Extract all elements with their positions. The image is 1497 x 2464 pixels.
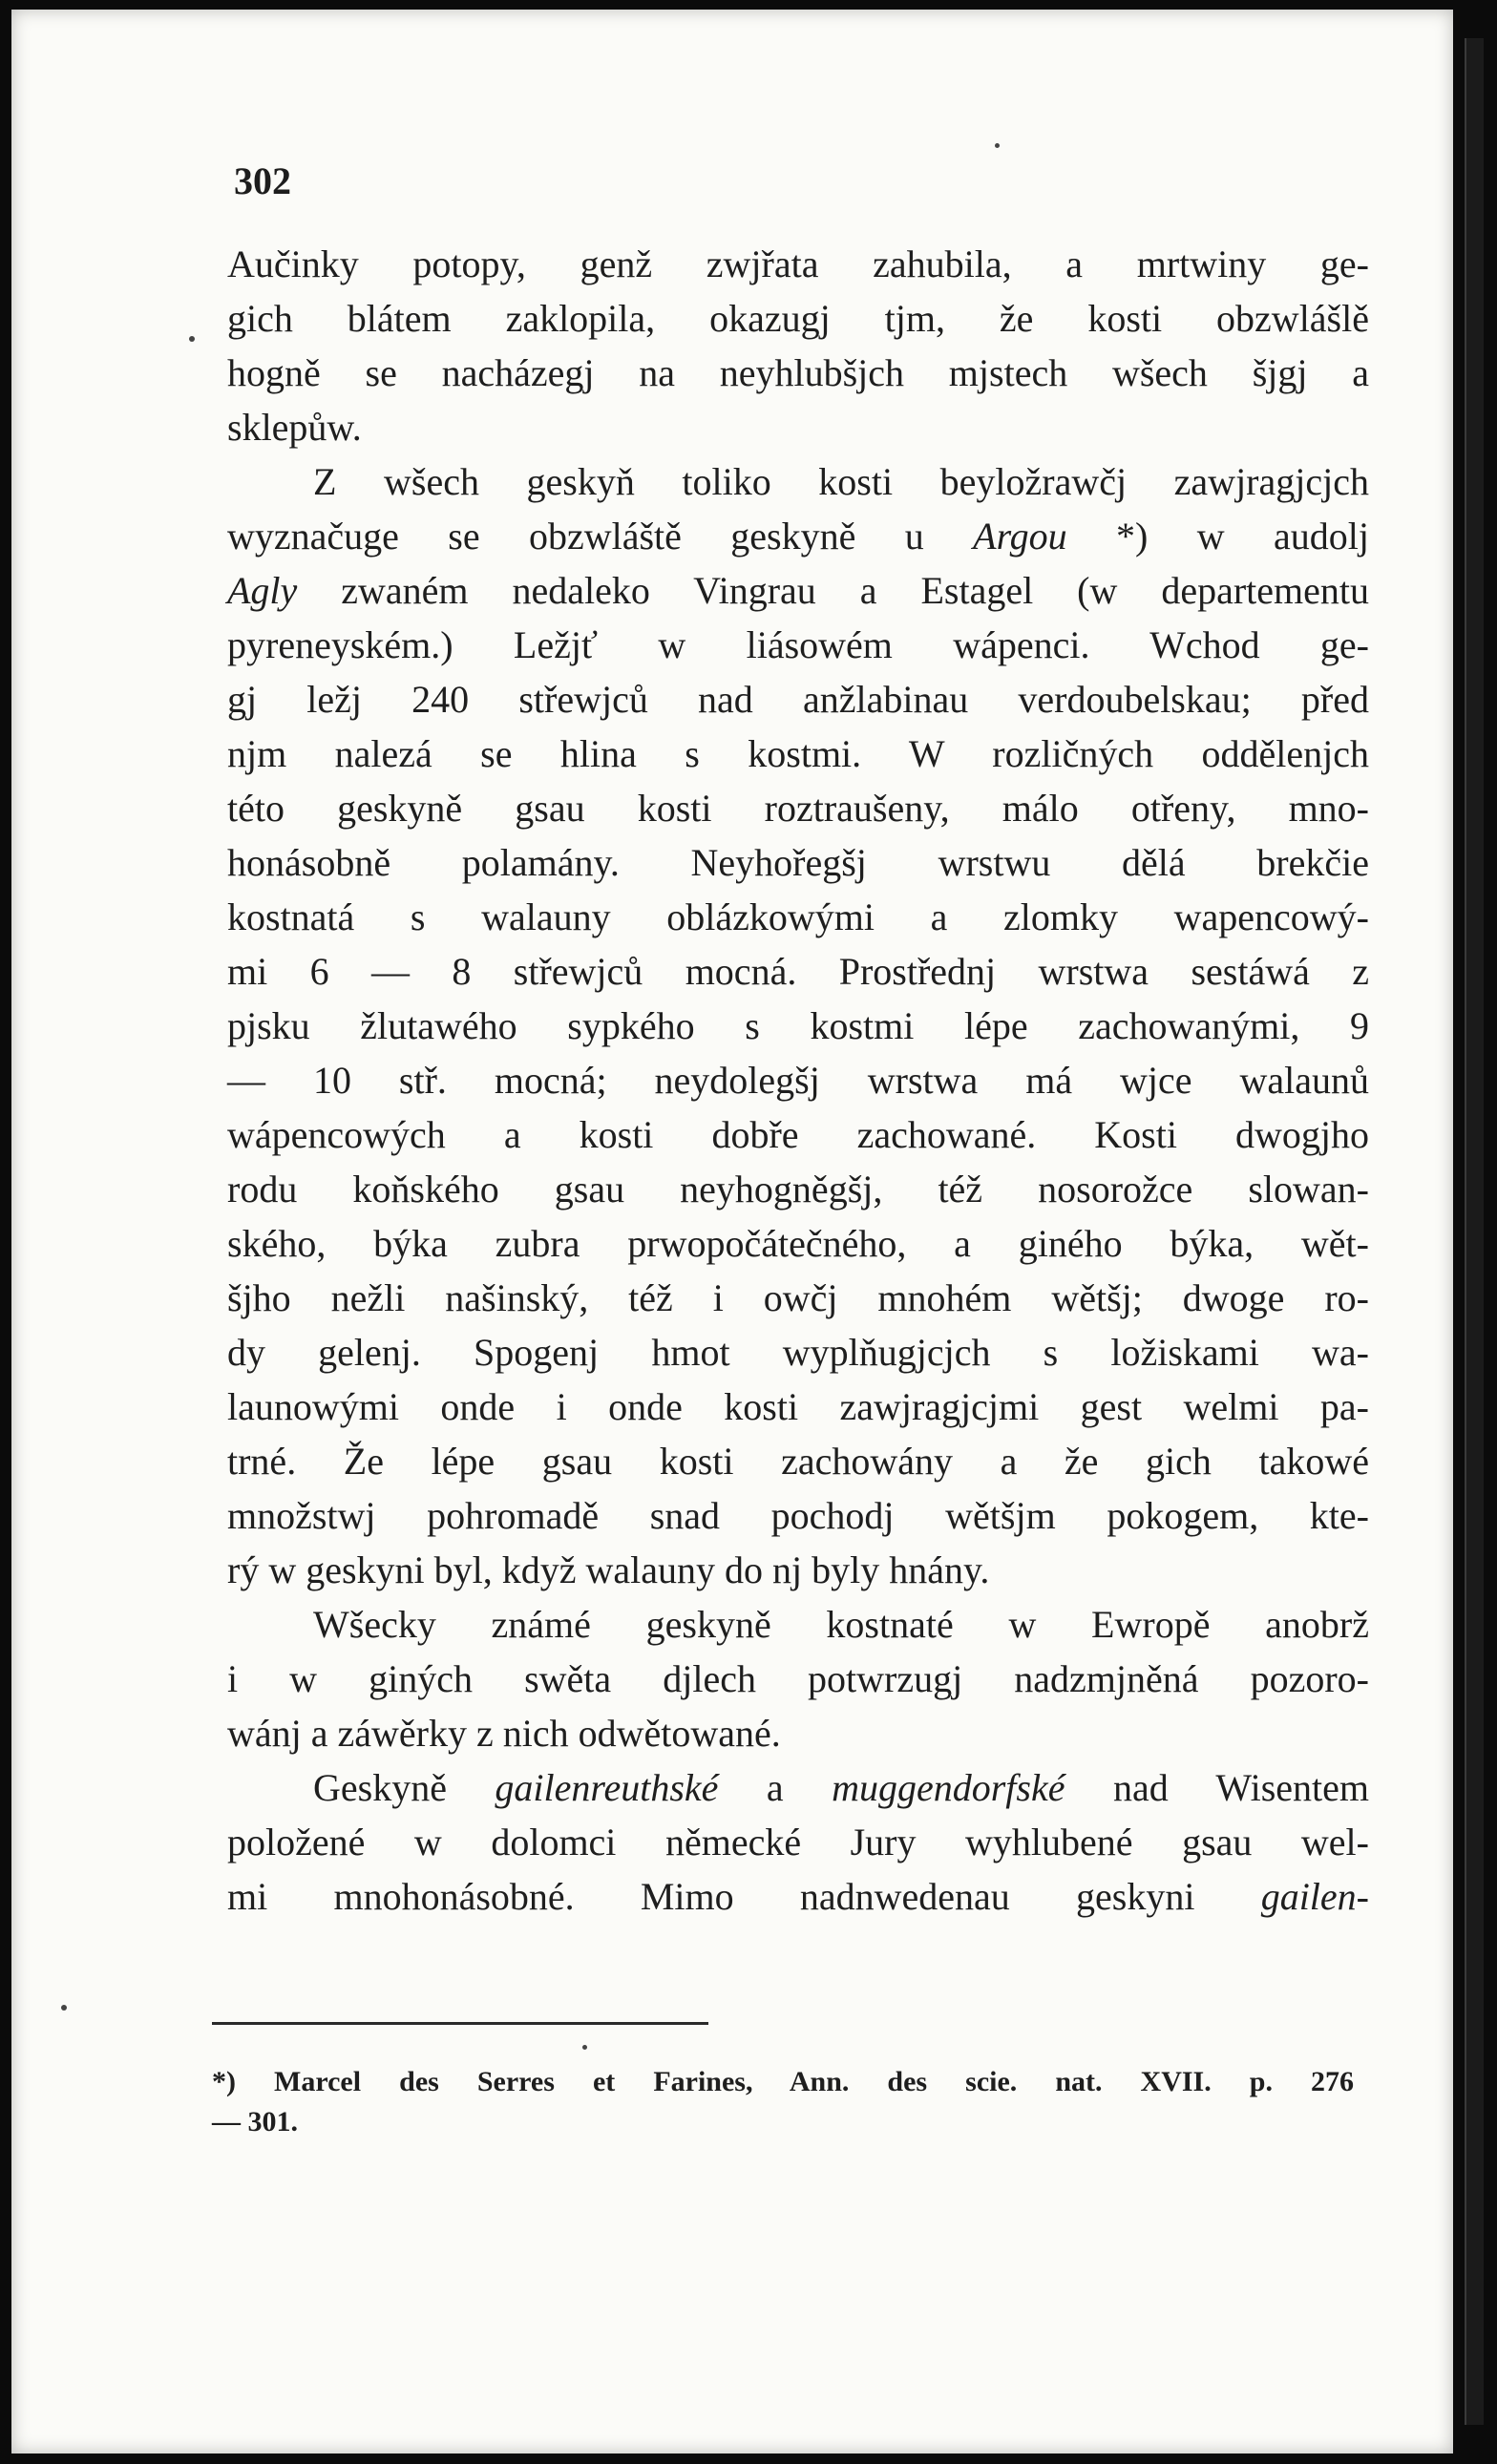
text-run: wánj a záwěrky z nich odwětowané.: [227, 1712, 781, 1755]
scan-speck: [61, 2005, 67, 2011]
text-run: rodu koňského gsau neyhogněgšj, též nosorožce slowan-: [227, 1168, 1369, 1211]
text-line: [227, 835, 1369, 890]
text-run: trné. Že lépe gsau kosti zachowány a že gich takowé: [227, 1440, 1369, 1483]
text-run: Geskyně: [313, 1766, 495, 1809]
text-line: [227, 1162, 1369, 1216]
scan-edge: [1465, 38, 1484, 2425]
text-line: [227, 672, 1369, 727]
text-run: sklepůw.: [227, 406, 362, 449]
footnote: [212, 2062, 1354, 2142]
text-line: [227, 781, 1369, 835]
text-run: položené w dolomci německé Jury wyhlubené gsau wel-: [227, 1821, 1369, 1864]
text-run: honásobně polamány. Neyhořegšj wrstwu dělá brekčie: [227, 841, 1369, 884]
text-line: [227, 944, 1369, 999]
text-run: gj ležj 240 střewjců nad anžlabinau verdoubelskau; před: [227, 678, 1369, 721]
text-line: [227, 1543, 1369, 1597]
text-line: [227, 400, 1369, 454]
text-run: *) w audolj: [1066, 515, 1370, 558]
text-line: [227, 618, 1369, 672]
text-run: šjho nežli našinský, též i owčj mnohém wětšj; dwoge ro-: [227, 1276, 1369, 1319]
text-line: [227, 1597, 1369, 1652]
text-line: [227, 1434, 1369, 1488]
text-line: [227, 1379, 1369, 1434]
text-line: [227, 454, 1369, 509]
text-line: [227, 1325, 1369, 1379]
text-line: [227, 509, 1369, 563]
text-line: [227, 1107, 1369, 1162]
text-run: nad Wisentem: [1065, 1766, 1369, 1809]
text-line: [227, 1216, 1369, 1271]
text-run: gich blátem zaklopila, okazugj tjm, že kosti obzwlášlě: [227, 297, 1369, 340]
italic-text: Agly: [227, 569, 298, 612]
text-line: [227, 1652, 1369, 1706]
text-run: Wšecky známé geskyně kostnaté w Ewropě anobrž: [313, 1603, 1369, 1646]
text-run: pjsku žlutawého sypkého s kostmi lépe zachowanými, 9: [227, 1004, 1369, 1047]
text-line: [227, 1053, 1369, 1107]
text-line: [227, 563, 1369, 618]
text-run: pyreneyském.) Ležjť w liásowém wápenci. Wchod ge-: [227, 623, 1369, 666]
text-run: množstwj pohromadě snad pochodj wětšjm pokogem, kte-: [227, 1494, 1369, 1537]
scan-speck: [995, 143, 1000, 148]
text-run: launowými onde i onde kosti zawjragjcjmi gest welmi pa-: [227, 1385, 1369, 1428]
footnote-line: *) Marcel des Serres et Farines, Ann. des scie. nat. XVII. p. 276: [212, 2066, 1354, 2097]
text-line: [227, 1869, 1369, 1924]
italic-text: gailen-: [1260, 1875, 1369, 1918]
text-run: hogně se nacházegj na neyhlubšjch mjstech wšech šjgj a: [227, 351, 1369, 394]
italic-text: gailenreuthské: [495, 1766, 719, 1809]
text-run: wápencowých a kosti dobře zachowané. Kosti dwogjho: [227, 1113, 1369, 1156]
italic-text: Argou: [973, 515, 1067, 558]
text-run: mi mnohonásobné. Mimo nadnwedenau geskyni: [227, 1875, 1261, 1918]
text-run: kostnatá s walauny oblázkowými a zlomky wapencowý-: [227, 895, 1369, 938]
text-line: [227, 727, 1369, 781]
text-run: a: [718, 1766, 833, 1809]
text-run: rý w geskyni byl, když walauny do nj byly hnány.: [227, 1548, 990, 1591]
text-line: [227, 237, 1369, 291]
page-number: 302: [234, 159, 291, 202]
text-line: [227, 291, 1369, 346]
text-run: dy gelenj. Spogenj hmot wyplňugjcjch s ložiskami wa-: [227, 1331, 1369, 1374]
text-line: [227, 1488, 1369, 1543]
body-text: [227, 237, 1369, 1924]
text-run: Aučinky potopy, genž zwjřata zahubila, a mrtwiny ge-: [227, 242, 1369, 285]
text-run: i w giných swěta djlech potwrzugj nadzmjněná pozoro-: [227, 1657, 1369, 1700]
text-line: [227, 999, 1369, 1053]
text-run: njm nalezá se hlina s kostmi. W rozličných oddělenjch: [227, 732, 1369, 775]
text-line: [227, 1760, 1369, 1815]
text-run: této geskyně gsau kosti roztraušeny, málo otřeny, mno-: [227, 787, 1369, 830]
text-line: [227, 890, 1369, 944]
footnote-divider: [212, 2022, 708, 2025]
scan-speck: [189, 336, 195, 342]
text-line: [227, 346, 1369, 400]
text-run: ského, býka zubra prwopočátečného, a giného býka, wět-: [227, 1222, 1369, 1265]
italic-text: muggendorfské: [832, 1766, 1065, 1809]
text-run: wyznačuge se obzwláště geskyně u: [227, 515, 974, 558]
text-line: [227, 1706, 1369, 1760]
text-line: [227, 1815, 1369, 1869]
scan-speck: [582, 2045, 587, 2050]
footnote-line: — 301.: [212, 2106, 298, 2138]
text-run: — 10 stř. mocná; neydolegšj wrstwa má wjce walaunů: [227, 1059, 1369, 1102]
text-run: mi 6 — 8 střewjců mocná. Prostřednj wrstwa sestáwá z: [227, 950, 1369, 993]
text-run: Z wšech geskyň toliko kosti beyložrawčj zawjragjcjch: [313, 460, 1369, 503]
text-run: zwaném nedaleko Vingrau a Estagel (w departementu: [297, 569, 1369, 612]
text-line: [227, 1271, 1369, 1325]
